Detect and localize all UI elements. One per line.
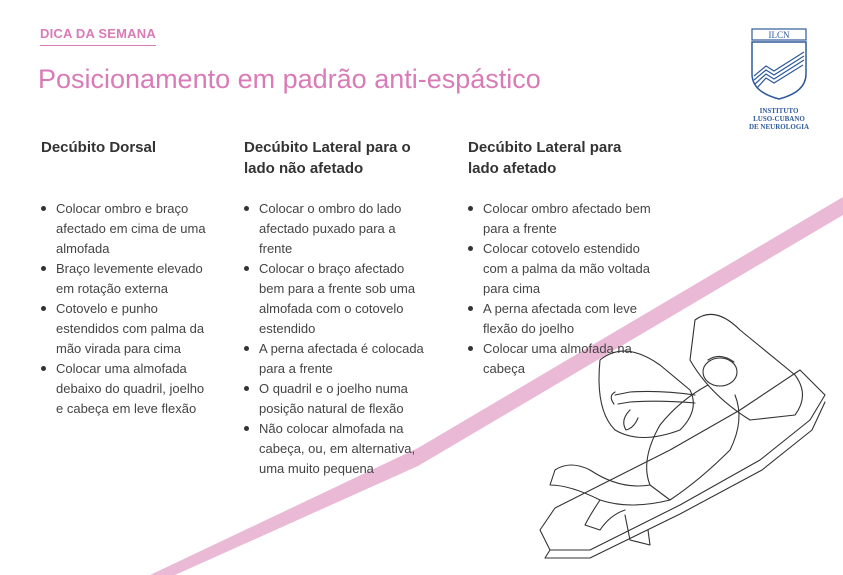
list-item: Colocar ombro afectado bem para a frente — [468, 199, 651, 239]
column-heading: Decúbito Lateral para o lado não afetado — [244, 139, 411, 177]
bullet-list — [41, 199, 211, 419]
list-item: Colocar uma almofada na cabeça — [468, 339, 651, 379]
list-item: O quadril e o joelho numa posição natural de flexão — [244, 379, 429, 419]
logo-acronym: ILCN — [768, 30, 790, 40]
list-item: Não colocar almofada na cabeça, ou, em alternativa, uma muito pequena — [244, 419, 429, 479]
list-item: Colocar ombro e braço afectado em cima de uma almofada — [41, 199, 211, 259]
list-item: Braço levemente elevado em rotação externa — [41, 259, 211, 299]
logo-line-3: DE NEUROLOGIA — [748, 123, 810, 131]
patient-lying-illustration — [530, 300, 830, 560]
list-item: Colocar o braço afectado bem para a frente sob uma almofada com o cotovelo estendido — [244, 259, 429, 339]
page-title: Posicionamento em padrão anti-espástico — [38, 64, 541, 94]
bullet-list — [244, 199, 429, 479]
list-item: Colocar o ombro do lado afectado puxado para a frente — [244, 199, 429, 259]
week-tip-label: DICA DA SEMANA — [40, 26, 156, 46]
column-lateral-unaffected — [244, 137, 429, 479]
list-item: Colocar cotovelo estendido com a palma da mão voltada para cima — [468, 239, 651, 299]
column-supine — [41, 137, 211, 419]
list-item: A perna afectada com leve flexão do joelho — [468, 299, 651, 339]
logo-line-1: INSTITUTO — [759, 107, 799, 115]
list-item: A perna afectada é colocada para a frente — [244, 339, 429, 379]
column-heading: Decúbito Dorsal — [41, 139, 157, 156]
list-item: Colocar uma almofada debaixo do quadril, joelho e cabeça em leve flexão — [41, 359, 211, 419]
list-item: Cotovelo e punho estendidos com palma da mão virada para cima — [41, 299, 211, 359]
ilcn-logo — [744, 28, 814, 131]
shield-logo-icon — [744, 28, 814, 100]
column-heading: Decúbito Lateral para lado afetado — [468, 139, 622, 177]
logo-line-2: LUSO-CUBANO — [753, 115, 805, 123]
